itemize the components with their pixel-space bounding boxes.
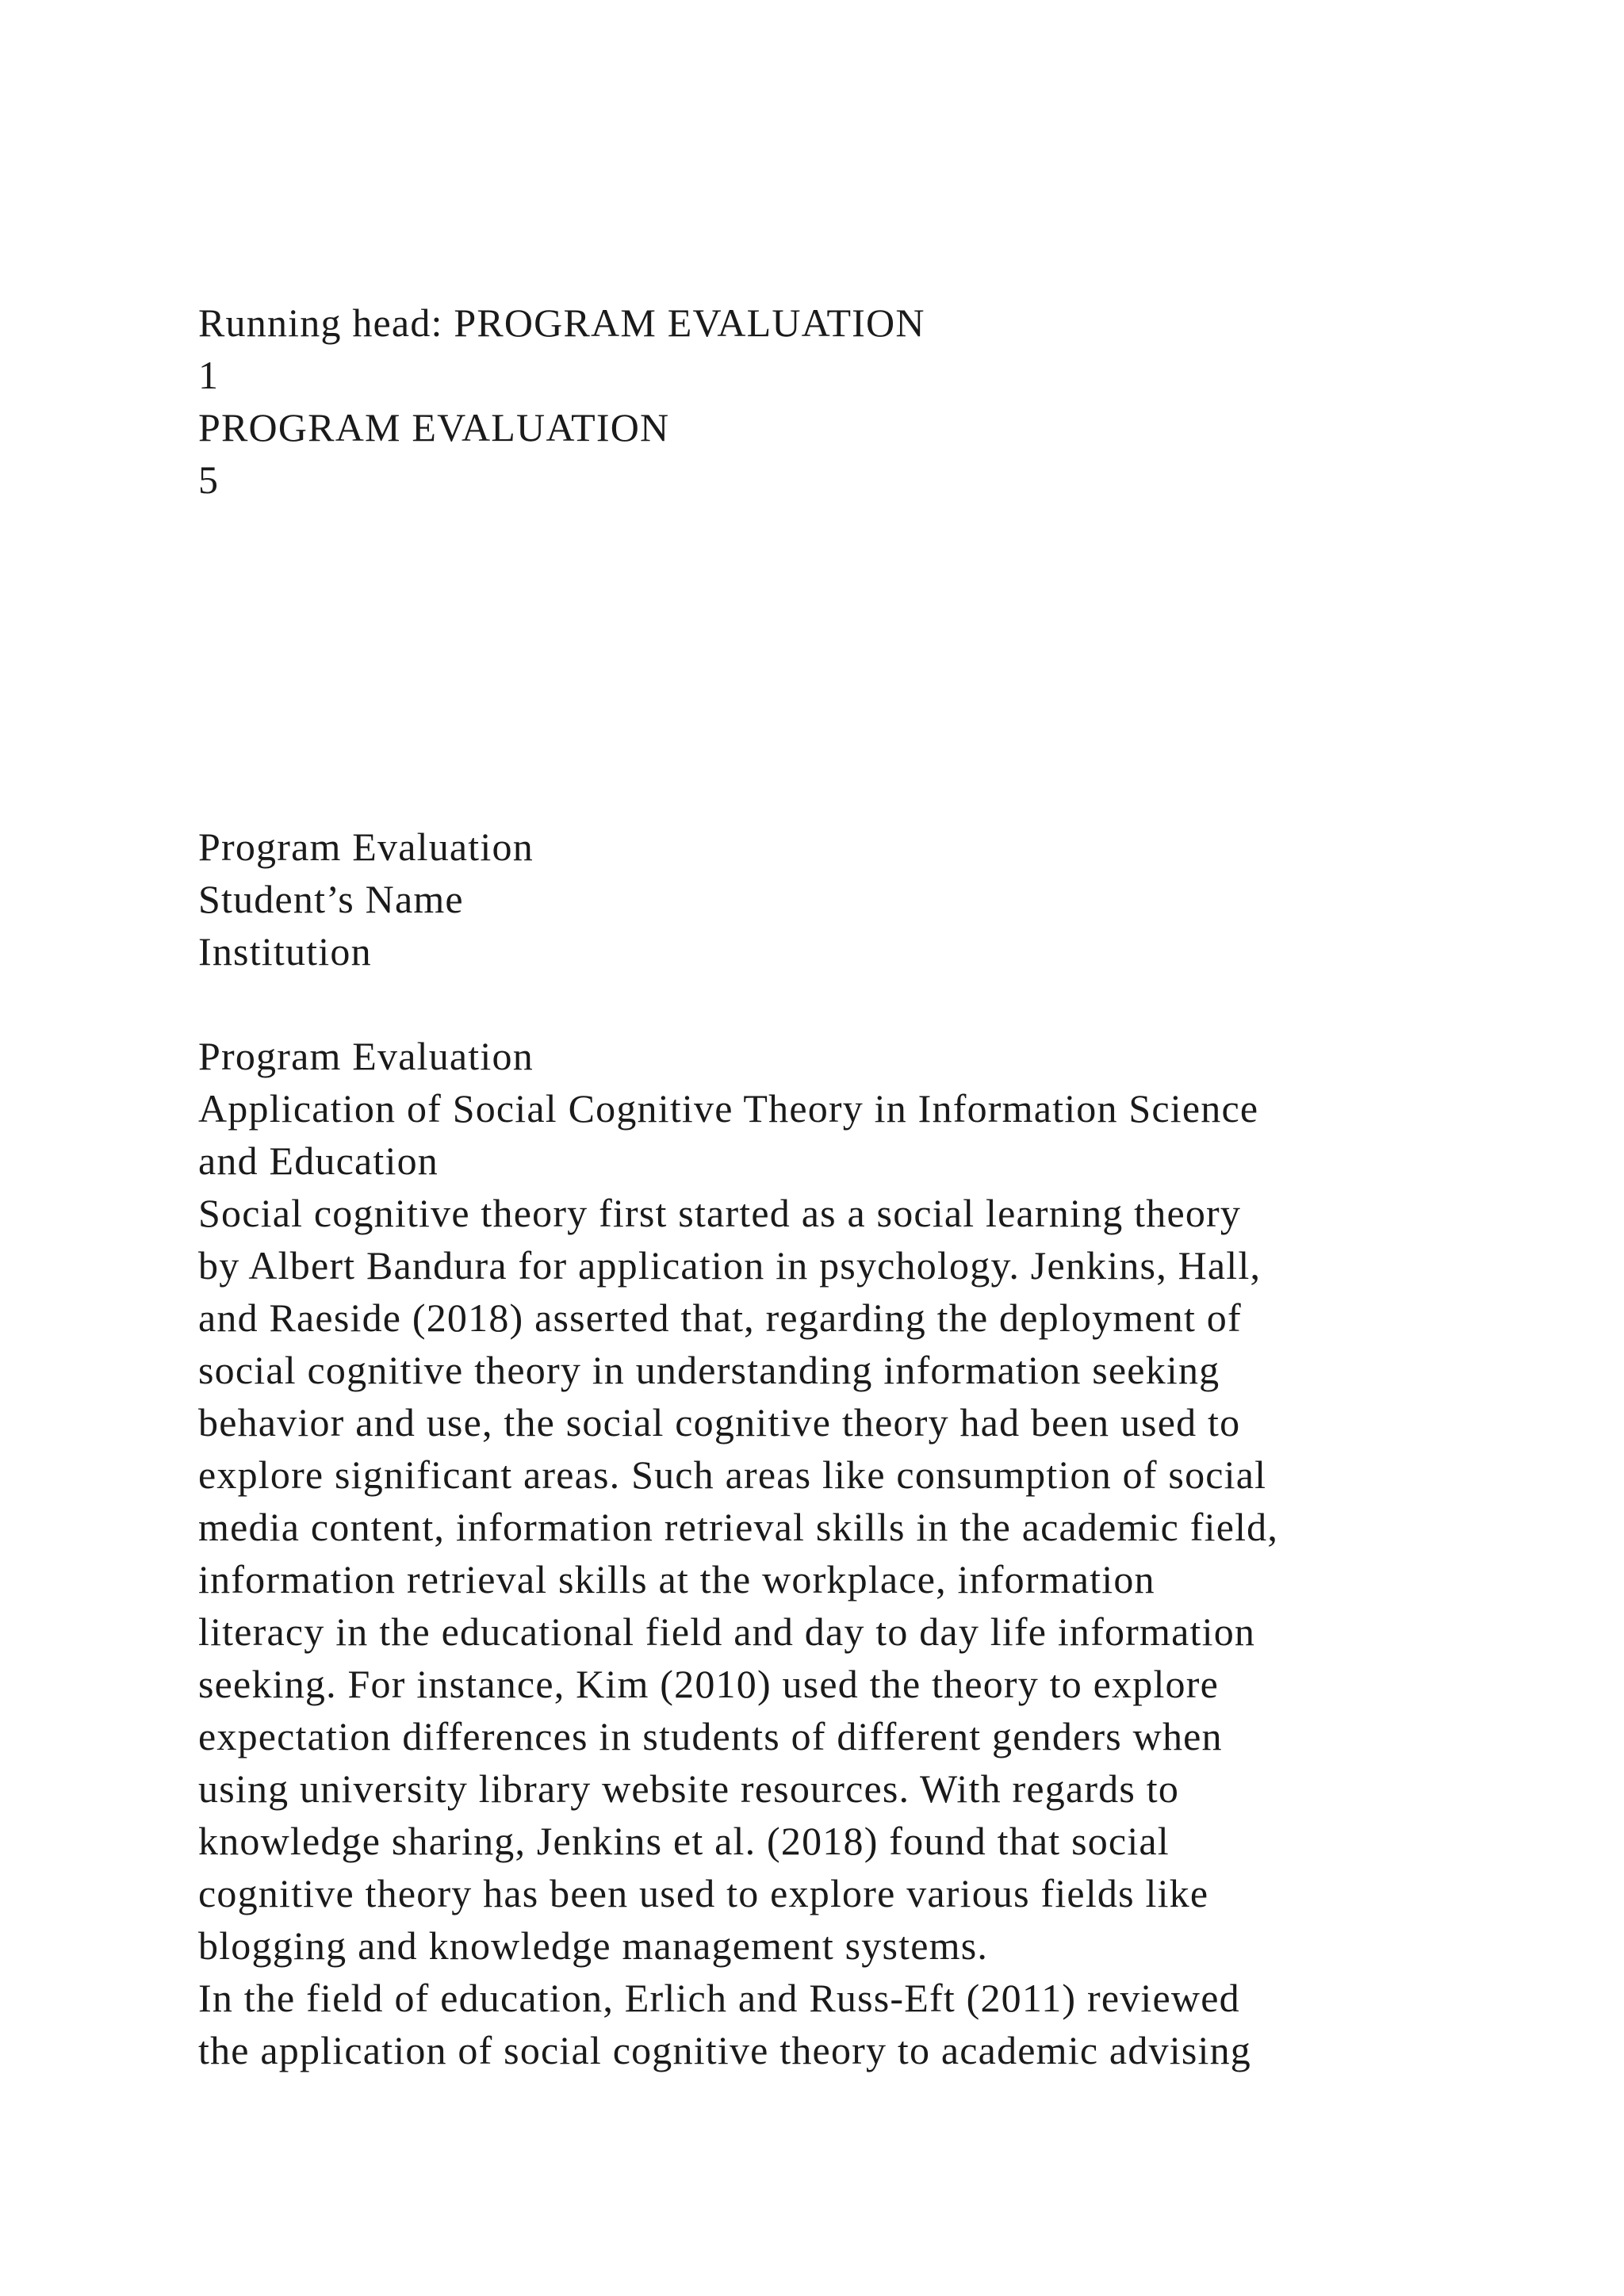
body-line: In the field of education, Erlich and Russ-Eft (2011) reviewed: [198, 1976, 1240, 2020]
body-block: [198, 1030, 1278, 2076]
page-number: 1: [198, 353, 220, 397]
body-line: social cognitive theory in understanding information seeking: [198, 1348, 1220, 1392]
paper-title: Program Evaluation: [198, 825, 534, 869]
body-line: literacy in the educational field and day to day life information: [198, 1609, 1256, 1654]
institution: Institution: [198, 929, 372, 974]
body-line: media content, information retrieval skills in the academic field,: [198, 1505, 1279, 1549]
header-block: [198, 297, 925, 506]
body-line: the application of social cognitive theory to academic advising: [198, 2028, 1251, 2072]
body-line: using university library website resources. With regards to: [198, 1766, 1180, 1811]
body-line: and Education: [198, 1138, 439, 1183]
title-page-block: [198, 821, 534, 978]
section-title: Program Evaluation: [198, 1034, 534, 1078]
body-line: Application of Social Cognitive Theory in Information Science: [198, 1086, 1259, 1131]
body-line: cognitive theory has been used to explore various fields like: [198, 1871, 1209, 1915]
body-line: explore significant areas. Such areas like consumption of social: [198, 1452, 1267, 1497]
running-head: Running head: PROGRAM EVALUATION: [198, 300, 925, 345]
body-line: and Raeside (2018) asserted that, regarding the deployment of: [198, 1295, 1242, 1340]
body-line: expectation differences in students of different genders when: [198, 1714, 1223, 1758]
body-line: behavior and use, the social cognitive theory had been used to: [198, 1400, 1241, 1445]
body-line: by Albert Bandura for application in psychology. Jenkins, Hall,: [198, 1243, 1262, 1288]
page-number: 5: [198, 457, 220, 502]
student-name: Student’s Name: [198, 877, 464, 921]
body-line: information retrieval skills at the workplace, information: [198, 1557, 1155, 1601]
body-line: knowledge sharing, Jenkins et al. (2018) found that social: [198, 1819, 1170, 1863]
body-line: blogging and knowledge management systems.: [198, 1923, 989, 1968]
short-title: PROGRAM EVALUATION: [198, 405, 670, 450]
body-line: seeking. For instance, Kim (2010) used the theory to explore: [198, 1662, 1219, 1706]
body-line: Social cognitive theory first started as a social learning theory: [198, 1191, 1242, 1235]
